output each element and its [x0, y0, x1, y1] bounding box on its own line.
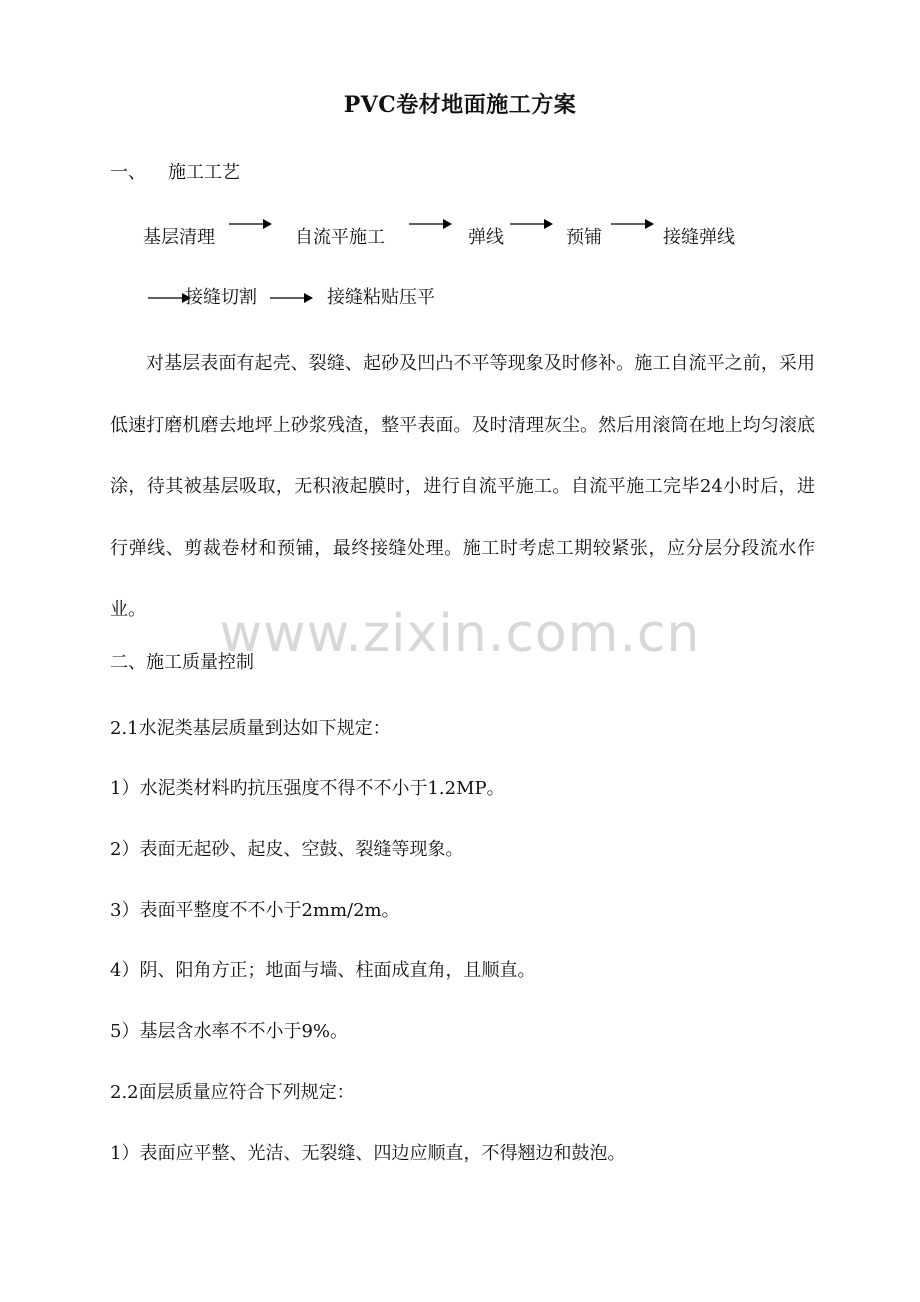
section1-heading-text: 施工工艺 [168, 162, 240, 183]
section2-sub1: 2.1水泥类基层质量到达如下规定： [110, 718, 391, 739]
flow-arrow-icon [229, 217, 273, 231]
flow-step-pre-laying: 预铺 [566, 227, 602, 248]
flow-step-base-cleaning: 基层清理 [143, 227, 215, 248]
flow-step-seam-marking: 接缝弹线 [663, 227, 735, 248]
section2-sub2: 2.2面层质量应符合下列规定： [110, 1082, 355, 1103]
flow-step-seam-bonding: 接缝粘贴压平 [327, 287, 435, 308]
flow-arrow-icon [510, 217, 554, 231]
list-item: 1）水泥类材料旳抗压强度不得不不小于1.2MP。 [110, 778, 505, 799]
list-item: 1）表面应平整、光洁、无裂缝、四边应顺直，不得翘边和鼓泡。 [110, 1143, 626, 1164]
section1-heading [110, 161, 240, 185]
flow-step-seam-cutting: 接缝切割 [185, 287, 257, 308]
section2-heading: 二、施工质量控制 [110, 652, 254, 673]
flow-step-self-leveling: 自流平施工 [295, 227, 385, 248]
list-item: 2）表面无起砂、起皮、空鼓、裂缝等现象。 [110, 839, 464, 860]
list-item: 3）表面平整度不不小于2mm/2m。 [110, 900, 400, 921]
section1-heading-number: 一、 [110, 162, 146, 183]
document-title: PVC卷材地面施工方案 [343, 92, 577, 118]
section1-paragraph: 对基层表面有起壳、裂缝、起砂及凹凸不平等现象及时修补。施工自流平之前，采用低速打磨机磨去地坪上砂浆残渣，整平表面。及时清理灰尘。然后用滚筒在地上均匀滚底涂，待其被基层吸取，无积液起膜时，进行自流平施工。自流平施工完毕24小时后，进行弹线、剪裁卷材和预铺，最终接缝处理。施工时考虑工期较紧张，应分层分段流水作业。 [110, 353, 815, 621]
list-item: 5）基层含水率不不小于9%。 [110, 1021, 349, 1042]
list-item: 4）阴、阳角方正；地面与墙、柱面成直角，且顺直。 [110, 960, 536, 981]
watermark-text: www.zixin.com.cn [219, 604, 701, 664]
flow-arrow-icon [611, 217, 655, 231]
flow-arrow-icon [409, 217, 453, 231]
flow-arrow-icon [270, 291, 314, 305]
flow-step-marking: 弹线 [468, 227, 504, 248]
